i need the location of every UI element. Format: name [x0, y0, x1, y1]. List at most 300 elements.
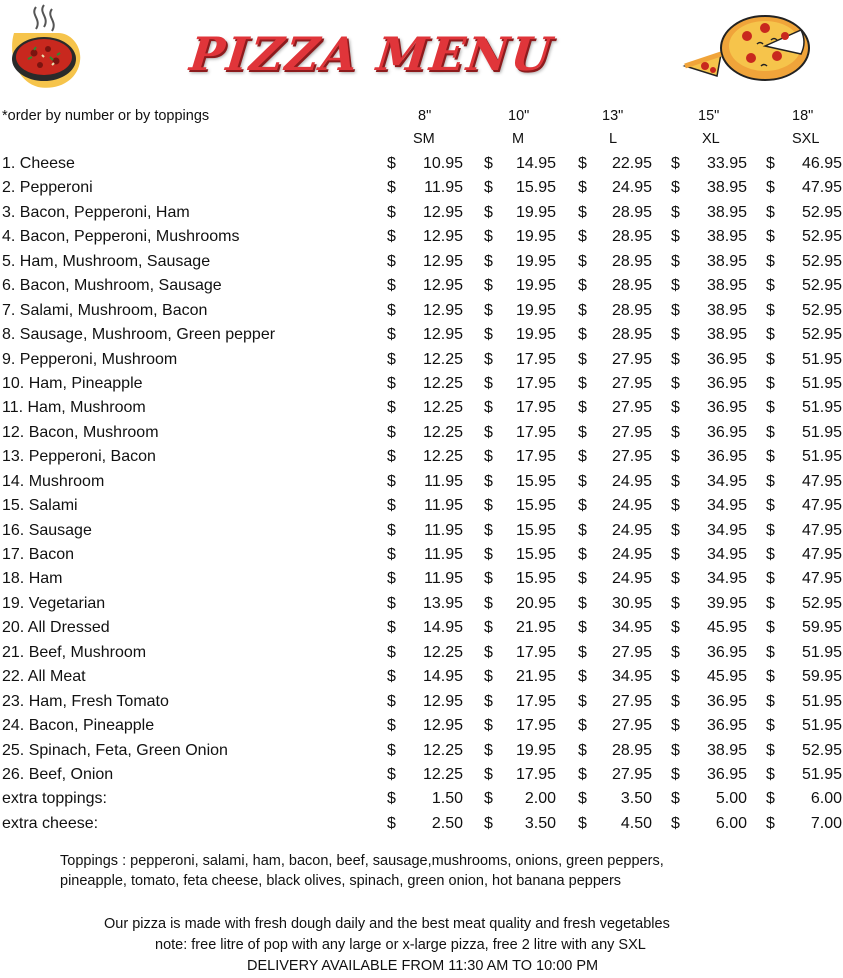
item-name: 21. Beef, Mushroom [2, 643, 147, 661]
price-sm: 13.95 [422, 594, 463, 612]
menu-row [0, 739, 843, 763]
currency-symbol: $ [484, 277, 493, 295]
price-xl: 6.00 [715, 814, 747, 832]
currency-symbol: $ [578, 155, 587, 172]
price-xl: 36.95 [706, 692, 747, 710]
currency-symbol: $ [671, 374, 680, 392]
currency-symbol: $ [766, 497, 775, 515]
currency-symbol: $ [484, 301, 493, 319]
menu-row [0, 567, 843, 591]
menu-row [0, 543, 843, 567]
item-name: 14. Mushroom [2, 472, 105, 490]
size-xl-inches: 15" [698, 108, 720, 124]
currency-symbol: $ [578, 374, 587, 392]
menu-row [0, 763, 843, 787]
price-l: 24.95 [611, 179, 652, 197]
currency-symbol: $ [766, 203, 775, 221]
price-xl: 36.95 [706, 374, 747, 392]
currency-symbol: $ [766, 179, 775, 197]
currency-symbol: $ [387, 717, 396, 735]
currency-symbol: $ [671, 179, 680, 197]
price-m: 19.95 [515, 203, 556, 221]
currency-symbol: $ [387, 643, 396, 661]
price-sm: 12.25 [422, 399, 463, 417]
currency-symbol: $ [766, 326, 775, 344]
currency-symbol: $ [766, 668, 775, 686]
price-m: 19.95 [515, 326, 556, 344]
price-l: 27.95 [611, 374, 652, 392]
price-sxl: 52.95 [801, 594, 842, 612]
currency-symbol: $ [578, 179, 587, 197]
item-name: 9. Pepperoni, Mushroom [2, 350, 178, 368]
menu-row [0, 299, 843, 323]
price-xl: 36.95 [706, 643, 747, 661]
price-xl: 38.95 [706, 228, 747, 246]
price-m: 19.95 [515, 252, 556, 270]
currency-symbol: $ [671, 546, 680, 563]
price-m: 2.00 [524, 790, 556, 808]
menu-row [0, 274, 843, 298]
menu-row [0, 445, 843, 469]
price-m: 15.95 [515, 521, 556, 539]
currency-symbol: $ [484, 326, 493, 344]
currency-symbol: $ [387, 277, 396, 295]
currency-symbol: $ [766, 570, 775, 588]
currency-symbol: $ [671, 692, 680, 710]
item-name: 17. Bacon [2, 546, 75, 563]
price-sm: 2.50 [431, 814, 463, 832]
price-m: 15.95 [515, 497, 556, 515]
item-name: 18. Ham [2, 570, 63, 588]
pizza-steam-icon [6, 3, 84, 89]
item-name: 25. Spinach, Feta, Green Onion [2, 741, 228, 759]
price-sm: 12.95 [422, 228, 463, 246]
currency-symbol: $ [484, 155, 493, 172]
currency-symbol: $ [387, 521, 396, 539]
currency-symbol: $ [766, 448, 775, 466]
price-l: 22.95 [611, 155, 652, 172]
price-sm: 12.25 [422, 448, 463, 466]
quality-note: Our pizza is made with fresh dough daily and the best meat quality and fresh vegetables [104, 916, 670, 932]
price-xl: 36.95 [706, 423, 747, 441]
size-l-label: L [609, 131, 618, 147]
price-sm: 11.95 [424, 497, 463, 515]
currency-symbol: $ [766, 228, 775, 246]
price-sxl: 52.95 [801, 301, 842, 319]
currency-symbol: $ [387, 546, 396, 563]
currency-symbol: $ [671, 423, 680, 441]
item-name: 12. Bacon, Mushroom [2, 423, 159, 441]
price-l: 27.95 [611, 423, 652, 441]
currency-symbol: $ [766, 399, 775, 417]
currency-symbol: $ [387, 301, 396, 319]
price-l: 27.95 [611, 717, 652, 735]
price-sm: 12.25 [422, 374, 463, 392]
price-xl: 33.95 [706, 155, 747, 172]
price-xl: 38.95 [706, 277, 747, 295]
price-m: 15.95 [515, 179, 556, 197]
currency-symbol: $ [484, 741, 493, 759]
price-sxl: 51.95 [801, 717, 842, 735]
currency-symbol: $ [766, 692, 775, 710]
toppings-list-line-1: Toppings : pepperoni, salami, ham, bacon, beef, sausage,mushrooms, onions, green peppers, [60, 853, 664, 869]
currency-symbol: $ [484, 521, 493, 539]
currency-symbol: $ [484, 814, 493, 832]
currency-symbol: $ [484, 765, 493, 783]
item-name: 13. Pepperoni, Bacon [2, 448, 156, 466]
currency-symbol: $ [671, 203, 680, 221]
currency-symbol: $ [484, 179, 493, 197]
price-m: 15.95 [515, 472, 556, 490]
menu-row [0, 787, 843, 811]
currency-symbol: $ [484, 790, 493, 808]
currency-symbol: $ [484, 692, 493, 710]
item-name: 1. Cheese [2, 155, 75, 172]
currency-symbol: $ [484, 203, 493, 221]
price-sm: 11.95 [424, 472, 463, 490]
price-sm: 14.95 [422, 668, 463, 686]
menu-row [0, 225, 843, 249]
price-sxl: 47.95 [801, 179, 842, 197]
price-l: 28.95 [611, 203, 652, 221]
price-l: 27.95 [611, 399, 652, 417]
currency-symbol: $ [387, 619, 396, 637]
currency-symbol: $ [387, 423, 396, 441]
currency-symbol: $ [671, 790, 680, 808]
currency-symbol: $ [671, 594, 680, 612]
currency-symbol: $ [387, 668, 396, 686]
order-instructions: *order by number or by toppings [2, 108, 210, 124]
price-sxl: 52.95 [801, 252, 842, 270]
price-xl: 36.95 [706, 717, 747, 735]
delivery-hours: DELIVERY AVAILABLE FROM 11:30 AM TO 10:00 PM [247, 958, 599, 974]
price-sxl: 6.00 [810, 790, 842, 808]
item-name: 24. Bacon, Pineapple [2, 717, 155, 735]
item-name: 8. Sausage, Mushroom, Green pepper [2, 326, 276, 344]
price-m: 19.95 [515, 277, 556, 295]
item-name: 22. All Meat [2, 668, 86, 686]
currency-symbol: $ [484, 350, 493, 368]
size-m-label: M [512, 131, 525, 147]
currency-symbol: $ [766, 252, 775, 270]
currency-symbol: $ [484, 497, 493, 515]
price-m: 17.95 [515, 717, 556, 735]
currency-symbol: $ [578, 546, 587, 563]
price-sxl: 7.00 [810, 814, 842, 832]
currency-symbol: $ [387, 252, 396, 270]
currency-symbol: $ [671, 399, 680, 417]
currency-symbol: $ [671, 155, 680, 172]
item-name: 19. Vegetarian [2, 594, 106, 612]
currency-symbol: $ [387, 741, 396, 759]
price-sxl: 52.95 [801, 203, 842, 221]
price-m: 19.95 [515, 228, 556, 246]
price-xl: 36.95 [706, 350, 747, 368]
currency-symbol: $ [671, 326, 680, 344]
currency-symbol: $ [578, 814, 587, 832]
price-xl: 45.95 [706, 619, 747, 637]
currency-symbol: $ [578, 399, 587, 417]
price-sm: 12.95 [422, 301, 463, 319]
currency-symbol: $ [578, 472, 587, 490]
currency-symbol: $ [387, 472, 396, 490]
price-sxl: 59.95 [801, 619, 842, 637]
currency-symbol: $ [578, 228, 587, 246]
price-sm: 12.95 [422, 326, 463, 344]
price-l: 24.95 [611, 546, 652, 563]
item-name: 7. Salami, Mushroom, Bacon [2, 301, 208, 319]
currency-symbol: $ [387, 765, 396, 783]
price-sm: 12.95 [422, 692, 463, 710]
price-sm: 12.95 [422, 203, 463, 221]
currency-symbol: $ [387, 814, 396, 832]
price-m: 17.95 [515, 765, 556, 783]
price-sxl: 59.95 [801, 668, 842, 686]
currency-symbol: $ [484, 668, 493, 686]
price-sxl: 51.95 [801, 374, 842, 392]
price-l: 24.95 [611, 472, 652, 490]
price-xl: 45.95 [706, 668, 747, 686]
price-l: 34.95 [611, 668, 652, 686]
currency-symbol: $ [578, 717, 587, 735]
currency-symbol: $ [484, 619, 493, 637]
price-xl: 38.95 [706, 203, 747, 221]
price-sxl: 52.95 [801, 277, 842, 295]
currency-symbol: $ [387, 448, 396, 466]
price-xl: 5.00 [715, 790, 747, 808]
menu-row [0, 396, 843, 420]
price-xl: 36.95 [706, 399, 747, 417]
item-name: 5. Ham, Mushroom, Sausage [2, 252, 211, 270]
item-name: 6. Bacon, Mushroom, Sausage [2, 277, 222, 295]
currency-symbol: $ [484, 594, 493, 612]
currency-symbol: $ [578, 301, 587, 319]
price-l: 27.95 [611, 765, 652, 783]
item-name: 23. Ham, Fresh Tomato [2, 692, 169, 710]
currency-symbol: $ [578, 668, 587, 686]
currency-symbol: $ [578, 448, 587, 466]
currency-symbol: $ [671, 350, 680, 368]
price-l: 30.95 [611, 594, 652, 612]
price-sxl: 51.95 [801, 350, 842, 368]
price-m: 19.95 [515, 741, 556, 759]
price-xl: 38.95 [706, 741, 747, 759]
size-sm-inches: 8" [418, 108, 432, 124]
price-sxl: 51.95 [801, 423, 842, 441]
menu-row [0, 421, 843, 445]
currency-symbol: $ [766, 546, 775, 563]
price-m: 17.95 [515, 643, 556, 661]
menu-row [0, 641, 843, 665]
currency-symbol: $ [766, 594, 775, 612]
price-sm: 12.25 [422, 423, 463, 441]
currency-symbol: $ [671, 448, 680, 466]
size-m-inches: 10" [508, 108, 530, 124]
price-l: 24.95 [611, 521, 652, 539]
item-name: 3. Bacon, Pepperoni, Ham [2, 203, 190, 221]
currency-symbol: $ [671, 497, 680, 515]
item-name: 2. Pepperoni [2, 179, 93, 197]
menu-row [0, 519, 843, 543]
currency-symbol: $ [671, 228, 680, 246]
currency-symbol: $ [387, 350, 396, 368]
size-sxl-inches: 18" [792, 108, 814, 124]
currency-symbol: $ [387, 155, 396, 172]
item-name: 4. Bacon, Pepperoni, Mushrooms [2, 228, 240, 246]
currency-symbol: $ [671, 301, 680, 319]
currency-symbol: $ [484, 228, 493, 246]
size-sxl-label: SXL [792, 131, 820, 147]
menu-row [0, 323, 843, 347]
currency-symbol: $ [766, 472, 775, 490]
price-l: 28.95 [611, 252, 652, 270]
currency-symbol: $ [766, 301, 775, 319]
currency-symbol: $ [484, 472, 493, 490]
price-l: 24.95 [611, 497, 652, 515]
price-l: 24.95 [611, 570, 652, 588]
currency-symbol: $ [766, 374, 775, 392]
item-name: 16. Sausage [2, 521, 92, 539]
currency-symbol: $ [484, 717, 493, 735]
size-l-inches: 13" [602, 108, 624, 124]
currency-symbol: $ [766, 741, 775, 759]
pizza-slice-icon [681, 10, 811, 85]
currency-symbol: $ [671, 765, 680, 783]
price-sxl: 52.95 [801, 228, 842, 246]
price-xl: 36.95 [706, 448, 747, 466]
size-xl-label: XL [702, 131, 720, 147]
price-xl: 34.95 [706, 570, 747, 588]
price-sm: 12.95 [422, 717, 463, 735]
currency-symbol: $ [671, 472, 680, 490]
currency-symbol: $ [578, 765, 587, 783]
price-m: 17.95 [515, 374, 556, 392]
currency-symbol: $ [484, 423, 493, 441]
price-xl: 39.95 [706, 594, 747, 612]
currency-symbol: $ [766, 423, 775, 441]
currency-symbol: $ [671, 643, 680, 661]
menu-row [0, 348, 843, 372]
price-m: 21.95 [515, 668, 556, 686]
menu-row [0, 152, 843, 176]
price-sm: 12.25 [422, 741, 463, 759]
price-sm: 10.95 [422, 155, 463, 172]
currency-symbol: $ [766, 619, 775, 637]
currency-symbol: $ [387, 203, 396, 221]
menu-row [0, 714, 843, 738]
currency-symbol: $ [387, 179, 396, 197]
price-m: 15.95 [515, 570, 556, 588]
price-sxl: 47.95 [801, 521, 842, 539]
currency-symbol: $ [484, 448, 493, 466]
currency-symbol: $ [578, 497, 587, 515]
price-xl: 38.95 [706, 326, 747, 344]
price-sxl: 46.95 [801, 155, 842, 172]
price-l: 28.95 [611, 277, 652, 295]
currency-symbol: $ [387, 790, 396, 808]
item-name: 20. All Dressed [2, 619, 110, 637]
price-m: 3.50 [524, 814, 556, 832]
price-m: 17.95 [515, 423, 556, 441]
currency-symbol: $ [387, 692, 396, 710]
price-sxl: 51.95 [801, 692, 842, 710]
item-name: extra cheese: [2, 814, 99, 832]
currency-symbol: $ [484, 546, 493, 563]
currency-symbol: $ [484, 643, 493, 661]
price-l: 27.95 [611, 692, 652, 710]
price-sxl: 47.95 [801, 546, 842, 563]
price-l: 27.95 [611, 643, 652, 661]
currency-symbol: $ [387, 326, 396, 344]
menu-table [0, 152, 843, 836]
currency-symbol: $ [671, 814, 680, 832]
currency-symbol: $ [578, 790, 587, 808]
price-m: 15.95 [515, 546, 556, 563]
currency-symbol: $ [578, 643, 587, 661]
price-sxl: 51.95 [801, 448, 842, 466]
currency-symbol: $ [578, 619, 587, 637]
price-sm: 12.25 [422, 765, 463, 783]
currency-symbol: $ [766, 277, 775, 295]
price-sm: 11.95 [424, 570, 463, 588]
price-m: 17.95 [515, 448, 556, 466]
menu-row [0, 616, 843, 640]
menu-row [0, 690, 843, 714]
free-pop-note: note: free litre of pop with any large or x-large pizza, free 2 litre with any SXL [155, 937, 646, 953]
price-l: 27.95 [611, 350, 652, 368]
price-m: 17.95 [515, 692, 556, 710]
price-xl: 38.95 [706, 179, 747, 197]
item-name: 26. Beef, Onion [2, 765, 114, 783]
item-name: 15. Salami [2, 497, 78, 515]
price-l: 28.95 [611, 301, 652, 319]
currency-symbol: $ [671, 717, 680, 735]
currency-symbol: $ [766, 521, 775, 539]
menu-row [0, 494, 843, 518]
currency-symbol: $ [387, 399, 396, 417]
price-m: 21.95 [515, 619, 556, 637]
price-l: 3.50 [620, 790, 652, 808]
price-m: 14.95 [515, 155, 556, 172]
currency-symbol: $ [671, 741, 680, 759]
price-xl: 38.95 [706, 301, 747, 319]
price-xl: 34.95 [706, 546, 747, 563]
currency-symbol: $ [578, 277, 587, 295]
currency-symbol: $ [766, 717, 775, 735]
price-l: 27.95 [611, 448, 652, 466]
price-sm: 12.95 [422, 252, 463, 270]
price-m: 20.95 [515, 594, 556, 612]
price-l: 28.95 [611, 228, 652, 246]
price-sm: 12.25 [422, 643, 463, 661]
price-xl: 36.95 [706, 765, 747, 783]
menu-row [0, 592, 843, 616]
currency-symbol: $ [578, 326, 587, 344]
menu-row [0, 250, 843, 274]
price-xl: 34.95 [706, 497, 747, 515]
price-m: 17.95 [515, 350, 556, 368]
currency-symbol: $ [484, 374, 493, 392]
menu-row [0, 176, 843, 200]
currency-symbol: $ [387, 497, 396, 515]
currency-symbol: $ [671, 521, 680, 539]
price-sm: 1.50 [431, 790, 463, 808]
currency-symbol: $ [766, 155, 775, 172]
price-sxl: 52.95 [801, 326, 842, 344]
currency-symbol: $ [578, 252, 587, 270]
price-sxl: 52.95 [801, 741, 842, 759]
menu-row [0, 470, 843, 494]
